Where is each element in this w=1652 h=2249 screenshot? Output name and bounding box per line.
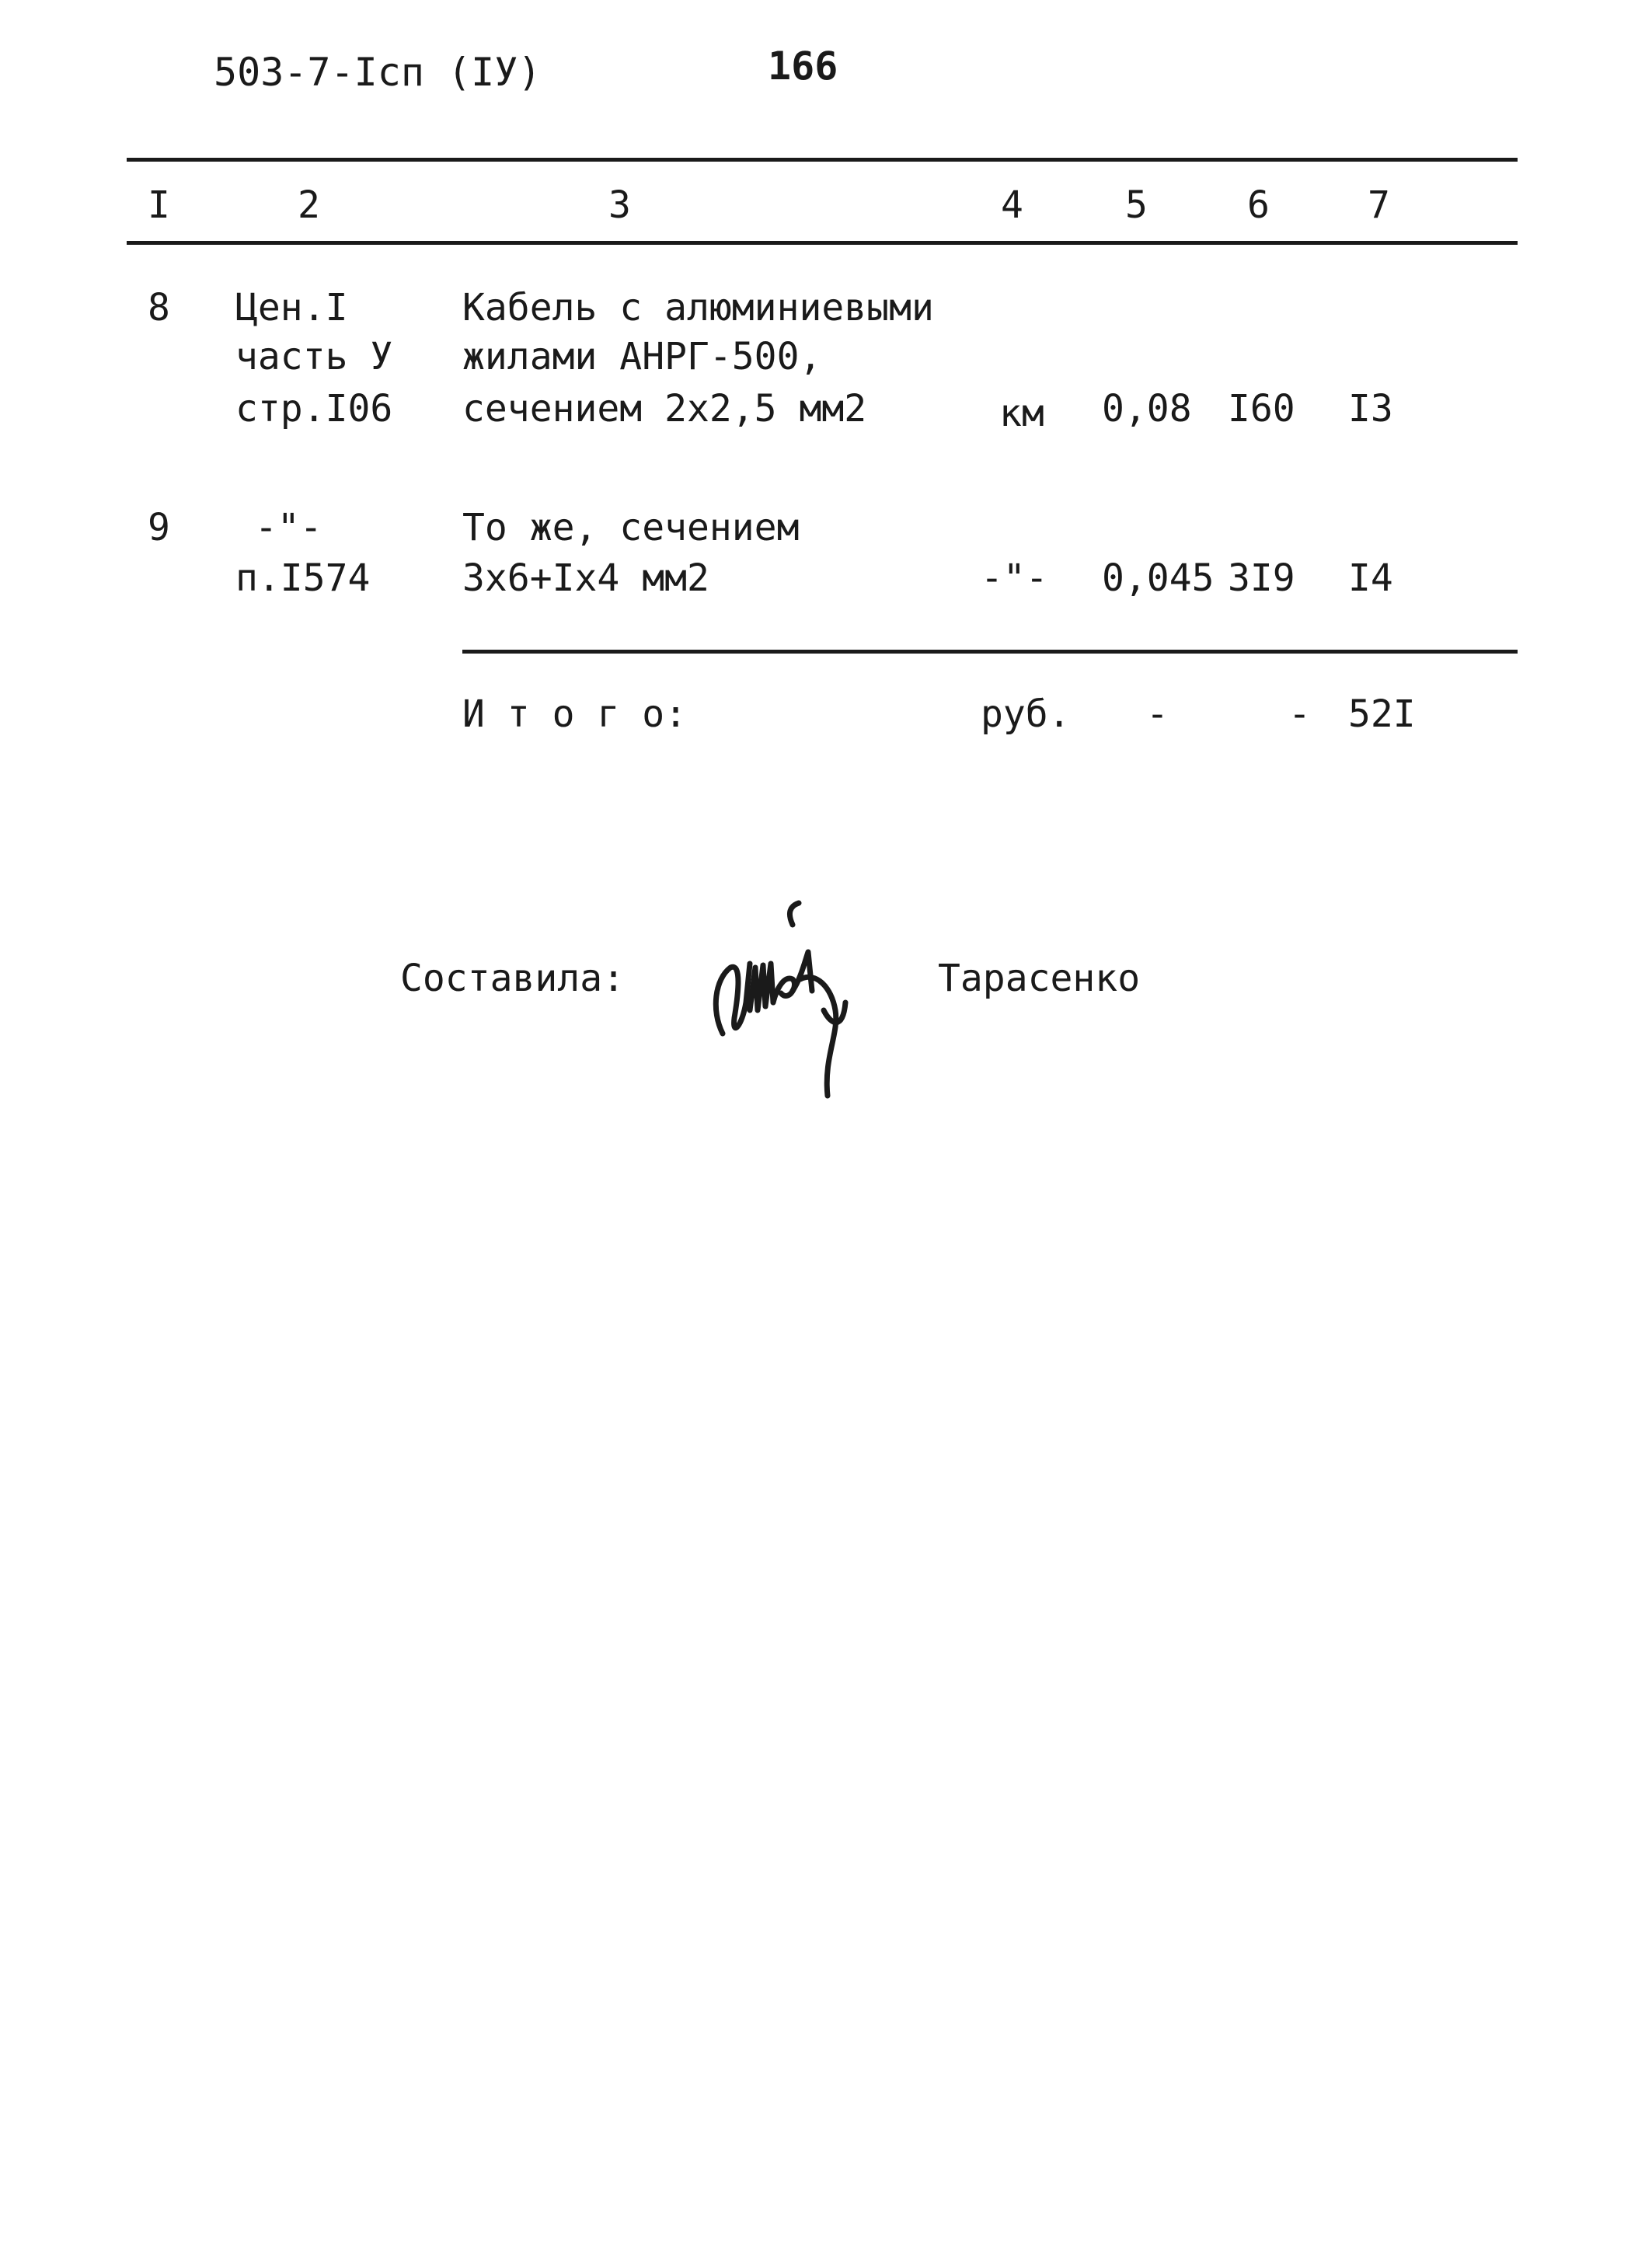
total-quantity: - [1146, 692, 1169, 736]
cost-cell: I4 [1348, 556, 1393, 600]
total-rule [462, 650, 1518, 654]
source-line: -"- [255, 506, 322, 549]
page-number: 166 [768, 44, 838, 89]
description-line: жилами АНРГ-500, [462, 335, 822, 378]
column-header-2: 2 [298, 183, 320, 227]
column-header-3: 3 [608, 183, 631, 227]
description-line: сечением 2х2,5 мм2 [462, 387, 867, 431]
table-top-rule [127, 158, 1518, 162]
table-header-rule [127, 241, 1518, 245]
quantity-cell: 0,045 [1102, 556, 1215, 600]
price-cell: 3I9 [1228, 556, 1295, 600]
row-number: 9 [148, 506, 170, 549]
description-line: То же, сечением [462, 506, 800, 549]
column-header-7: 7 [1368, 183, 1390, 227]
description-line: 3х6+Iх4 мм2 [462, 556, 709, 600]
document-code: 503-7-Iсп (IУ) [214, 50, 542, 95]
column-header-5: 5 [1125, 183, 1148, 227]
unit-cell: -"- [981, 556, 1048, 600]
column-header-4: 4 [1001, 183, 1023, 227]
quantity-cell: 0,08 [1102, 387, 1192, 431]
description-line: Кабель с алюминиевыми [462, 286, 934, 330]
source-line: часть У [235, 335, 393, 378]
source-line: п.I574 [235, 556, 371, 600]
price-cell: I60 [1228, 387, 1295, 431]
source-line: Цен.I [235, 286, 348, 330]
total-price: - [1288, 692, 1311, 736]
column-header-1: I [148, 183, 170, 227]
row-number: 8 [148, 286, 170, 330]
total-unit: руб. [981, 692, 1071, 736]
total-cost: 52I [1348, 692, 1416, 736]
column-header-6: 6 [1247, 183, 1270, 227]
total-label: И т о г о: [462, 692, 687, 736]
source-line: стр.I06 [235, 387, 393, 431]
cost-cell: I3 [1348, 387, 1393, 431]
handwritten-signature [707, 894, 878, 1104]
compiled-by-label: Составила: [400, 957, 625, 1000]
compiler-name: Тарасенко [938, 957, 1141, 1000]
unit-cell: км [999, 392, 1044, 435]
